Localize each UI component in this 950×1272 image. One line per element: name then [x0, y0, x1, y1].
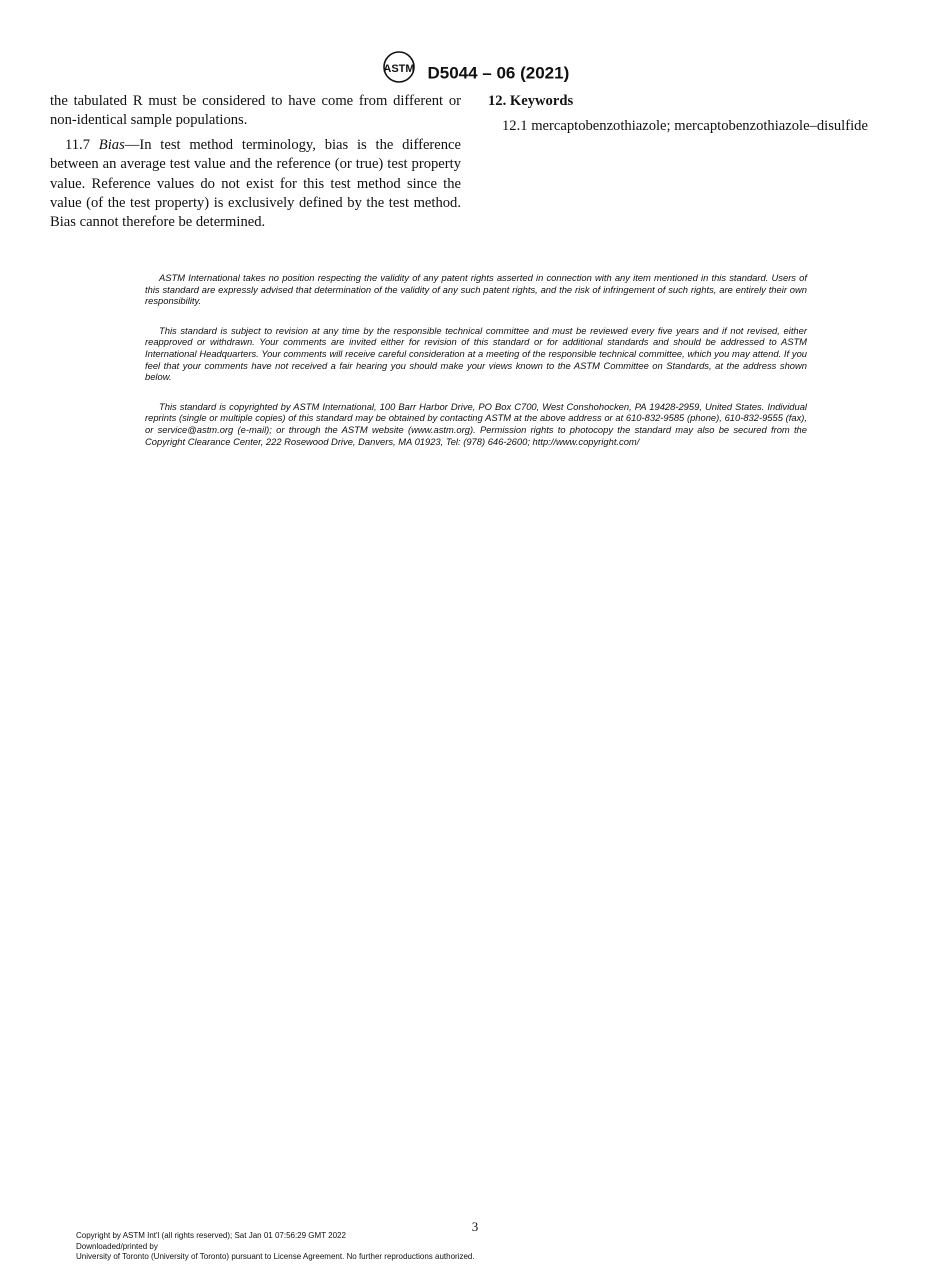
page-header [0, 50, 950, 97]
legal-notices [145, 272, 807, 465]
footer-line-1: Copyright by ASTM Int'l (all rights reserved); Sat Jan 01 07:56:29 GMT 2022 [76, 1231, 346, 1240]
footer-line-2: Downloaded/printed by [76, 1241, 158, 1251]
astm-logo-icon [381, 50, 417, 97]
continued-paragraph: the tabulated R must be considered to have come from different or non-identical sample populations. [50, 93, 461, 129]
section-12-1-text: mercaptobenzothiazole; mercaptobenzothiazole–disulfide [531, 118, 868, 135]
keywords-heading: 12. Keywords [488, 93, 574, 109]
section-11-7-term: Bias [98, 136, 125, 153]
section-12-1 [488, 117, 899, 136]
patent-notice: ASTM International takes no position respecting the validity of any patent rights asserted in connection with any item mentioned in this standard. Users of this standard are expressly advised that determination of the validity of any such patent rights, and the risk of infringement of such rights, are entirely their own responsibility. [145, 272, 807, 307]
section-12-1-number: 12.1 [502, 118, 528, 135]
footer-line-3: University of Toronto (University of Toronto) pursuant to License Agreement. No further reproductions authorized. [76, 1252, 475, 1262]
page-number: 3 [471, 1219, 479, 1234]
section-11-7-number: 11.7 [65, 136, 90, 153]
astm-logo-text: ASTM [383, 63, 415, 75]
copyright-notice: This standard is copyrighted by ASTM International, 100 Barr Harbor Drive, PO Box C700, West Conshohocken, PA 19428-2959, United States. Individual reprints (single or multiple copies) of this standard may be obtained by contacting ASTM at the above address or at 610-832-9585 (phone), 610-832-9555 (fax), or service@astm.org (e-mail); or through the ASTM website (www.astm.org). Permission rights to photocopy the standard may also be secured from the Copyright Clearance Center, 222 Rosewood Drive, Danvers, MA 01923, Tel: (978) 646-2600; http://www.copyright.com/ [145, 400, 807, 447]
left-column [50, 92, 461, 233]
section-11-7 [50, 136, 461, 233]
right-column [488, 92, 899, 137]
document-designation: D5044 – 06 (2021) [427, 63, 570, 83]
section-11-7-text: —In test method terminology, bias is the difference between an average test value and the reference (or true) test property value. Reference values do not exist for this test method since the value (of the test property) is exclusively defined by the test method. Bias cannot therefore be determined. [50, 136, 462, 231]
revision-notice: This standard is subject to revision at any time by the responsible technical committee and must be reviewed every five years and if not revised, either reapproved or withdrawn. Your comments are invited either for revision of this standard or for additional standards and should be addressed to ASTM International Headquarters. Your comments will receive careful consideration at a meeting of the responsible technical committee, which you may attend. If you feel that your comments have not received a fair hearing you should make your views known to the ASTM Committee on Standards, at the address shown below. [145, 324, 807, 383]
download-footer [76, 1231, 776, 1263]
